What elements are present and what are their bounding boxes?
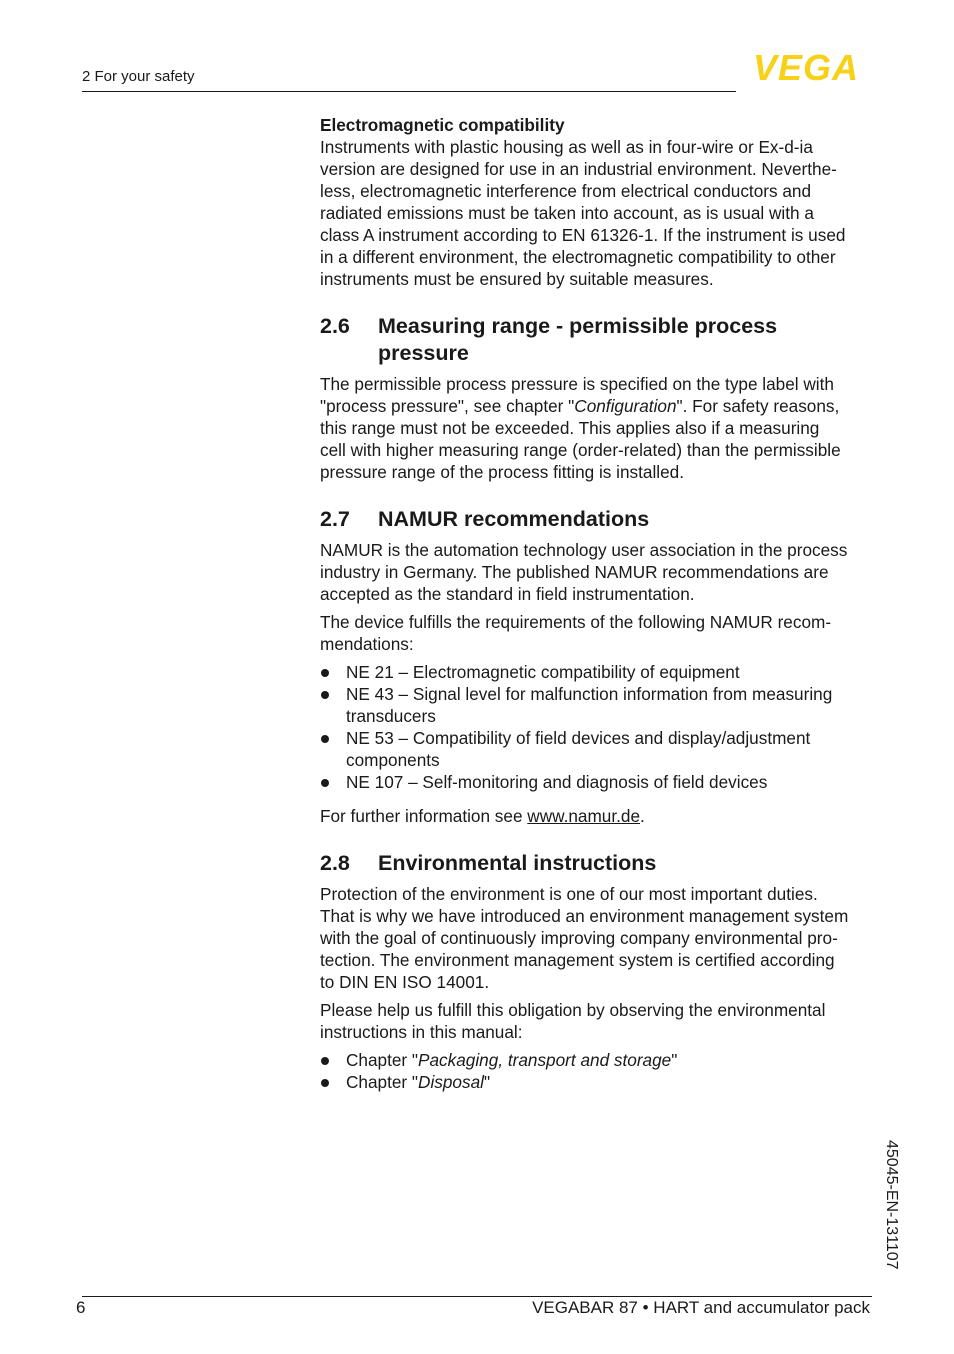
text-line: pressure range of the process fitting is installed.: [320, 462, 684, 482]
text-line: For further information see: [320, 806, 528, 826]
section-title-line: pressure: [378, 341, 469, 365]
namur-list: [320, 661, 880, 793]
header-rule: [82, 91, 736, 92]
text-line: mendations:: [320, 634, 414, 654]
section-2-7-heading: [320, 506, 880, 533]
text-line: in a different environment, the electromagnetic compatibility to other: [320, 247, 836, 267]
page-content: [320, 114, 880, 1105]
footer-rule: [82, 1296, 872, 1297]
text-line: instruments must be ensured by suitable measures.: [320, 269, 714, 289]
text-line: .: [640, 806, 645, 826]
section-number: 2.8: [320, 851, 350, 875]
list-item-text: transducers: [346, 706, 436, 726]
list-item: [320, 661, 880, 683]
list-item-text: NE 43 – Signal level for malfunction information from measuring: [346, 684, 833, 704]
list-item-text: components: [346, 750, 440, 770]
namur-paragraph: [320, 539, 880, 605]
emc-paragraph: [320, 136, 880, 290]
text-line: Instruments with plastic housing as well as in four-wire or Ex-d-ia: [320, 137, 813, 157]
list-item: [320, 683, 880, 727]
namur-link[interactable]: www.namur.de: [527, 806, 641, 826]
page-number: 6: [76, 1298, 86, 1317]
emc-subheading: Electromagnetic compatibility: [320, 115, 565, 135]
section-2-6-heading: [320, 313, 880, 367]
section-number: 2.7: [320, 507, 350, 531]
text-line: "process pressure", see chapter ": [320, 396, 575, 416]
list-item: [320, 727, 880, 771]
text-line: with the goal of continuously improving company environmental pro-: [320, 928, 838, 948]
text-line: version are designed for use in an industrial environment. Neverthe-: [320, 159, 837, 179]
document-number: 45045-EN-131107: [883, 1140, 900, 1270]
section-title: Environmental instructions: [378, 851, 657, 875]
environment-help-paragraph: [320, 999, 880, 1043]
text-line: class A instrument according to EN 61326-1. If the instrument is used: [320, 225, 846, 245]
list-item: [320, 1049, 880, 1071]
footer-title: VEGABAR 87 • HART and accumulator pack: [532, 1298, 870, 1317]
environment-list: [320, 1049, 880, 1093]
text-line: Protection of the environment is one of our most important duties.: [320, 884, 818, 904]
list-item-text: NE 53 – Compatibility of field devices and display/adjustment: [346, 728, 811, 748]
text-line: to DIN EN ISO 14001.: [320, 972, 490, 992]
chapter-reference: Configuration: [574, 396, 677, 416]
text-line: The device fulfills the requirements of the following NAMUR recom-: [320, 612, 832, 632]
namur-requirements-paragraph: [320, 611, 880, 655]
text-line: cell with higher measuring range (order-related) than the permissible: [320, 440, 841, 460]
text-line: this range must not be exceeded. This applies also if a measuring: [320, 418, 820, 438]
text-line: Please help us fulfill this obligation by observing the environmental: [320, 1000, 826, 1020]
further-info: [320, 805, 880, 827]
text-line: The permissible process pressure is specified on the type label with: [320, 374, 834, 394]
section-title: NAMUR recommendations: [378, 507, 650, 531]
text-line: tection. The environment management system is certified according: [320, 950, 835, 970]
chapter-reference: Packaging, transport and storage: [418, 1050, 672, 1070]
section-title: [378, 313, 777, 367]
list-item-text: ": [671, 1050, 678, 1070]
list-item: [320, 1071, 880, 1093]
vega-logo: [740, 50, 872, 84]
chapter-reference: Disposal: [418, 1072, 484, 1092]
list-item-text: NE 107 – Self-monitoring and diagnosis of field devices: [346, 772, 768, 792]
pressure-paragraph: [320, 373, 880, 483]
environment-paragraph: [320, 883, 880, 993]
list-item: [320, 771, 880, 793]
text-line: NAMUR is the automation technology user association in the process: [320, 540, 848, 560]
section-number: 2.6: [320, 314, 350, 338]
list-item-text: Chapter ": [346, 1072, 419, 1092]
list-item-text: NE 21 – Electromagnetic compatibility of equipment: [346, 662, 740, 682]
text-line: accepted as the standard in field instrumentation.: [320, 584, 695, 604]
section-title-line: Measuring range - permissible process: [378, 314, 778, 338]
text-line: radiated emissions must be taken into account, as is usual with a: [320, 203, 814, 223]
list-item-text: ": [483, 1072, 491, 1092]
section-2-8-heading: [320, 850, 880, 877]
logo-text: VEGA: [752, 50, 860, 84]
text-line: instructions in this manual:: [320, 1022, 523, 1042]
list-item-text: Chapter ": [346, 1050, 419, 1070]
text-line: That is why we have introduced an environment management system: [320, 906, 849, 926]
text-line: less, electromagnetic interference from electrical conductors and: [320, 181, 812, 201]
text-line: industry in Germany. The published NAMUR recommendations are: [320, 562, 829, 582]
running-header: 2 For your safety: [82, 68, 195, 85]
text-line: ". For safety reasons,: [676, 396, 840, 416]
